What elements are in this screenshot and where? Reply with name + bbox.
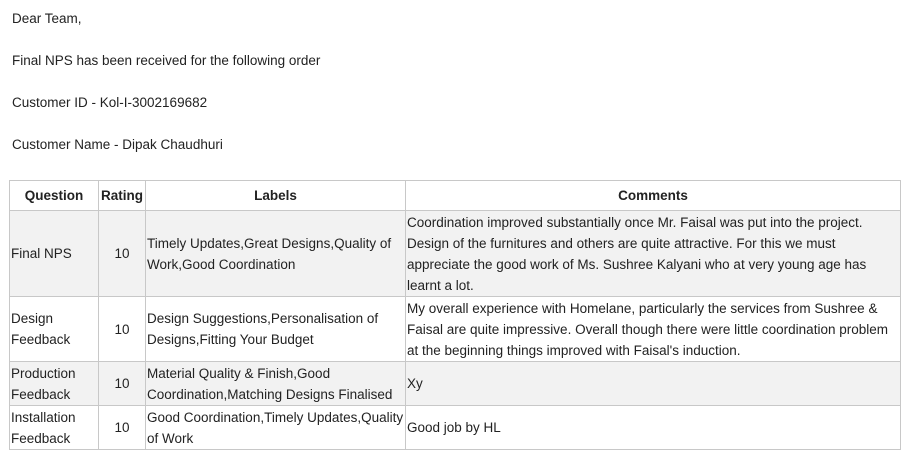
table-row <box>10 406 901 450</box>
table-row <box>10 211 901 297</box>
intro-text: Final NPS has been received for the following order <box>12 53 321 68</box>
question-cell: Production Feedback <box>10 362 99 406</box>
rating-cell: 10 <box>99 211 146 297</box>
question-cell: Design Feedback <box>10 297 99 362</box>
comments-cell: Good job by HL <box>406 406 901 450</box>
header-question: Question <box>10 181 99 211</box>
labels-cell: Material Quality & Finish,Good Coordination,Matching Designs Finalised <box>146 362 406 406</box>
greeting-text: Dear Team, <box>12 11 82 26</box>
rating-cell: 10 <box>99 362 146 406</box>
customer-name-text: Customer Name - Dipak Chaudhuri <box>12 137 223 152</box>
header-labels: Labels <box>146 181 406 211</box>
table-row <box>10 297 901 362</box>
email-body <box>12 11 892 179</box>
header-comments: Comments <box>406 181 901 211</box>
header-rating: Rating <box>99 181 146 211</box>
rating-cell: 10 <box>99 297 146 362</box>
nps-feedback-table <box>9 180 901 450</box>
comments-cell: Coordination improved substantially once Mr. Faisal was put into the project. Design of the furnitures and others are quite attractive. For this we must appreciate the good work of Ms. Sushree Kalyani who at very young age has learnt a lot. <box>406 211 901 297</box>
labels-cell: Timely Updates,Great Designs,Quality of Work,Good Coordination <box>146 211 406 297</box>
labels-cell: Good Coordination,Timely Updates,Quality of Work <box>146 406 406 450</box>
question-cell: Final NPS <box>10 211 99 297</box>
rating-cell: 10 <box>99 406 146 450</box>
customer-id-text: Customer ID - Kol-I-3002169682 <box>12 95 208 110</box>
question-cell: Installation Feedback <box>10 406 99 450</box>
labels-cell: Design Suggestions,Personalisation of Designs,Fitting Your Budget <box>146 297 406 362</box>
table-header-row <box>10 181 901 211</box>
comments-cell: Xy <box>406 362 901 406</box>
comments-cell: My overall experience with Homelane, particularly the services from Sushree & Faisal are quite impressive. Overall though there were little coordination problem at the beginning things improved with Faisal's induction. <box>406 297 901 362</box>
table-row <box>10 362 901 406</box>
